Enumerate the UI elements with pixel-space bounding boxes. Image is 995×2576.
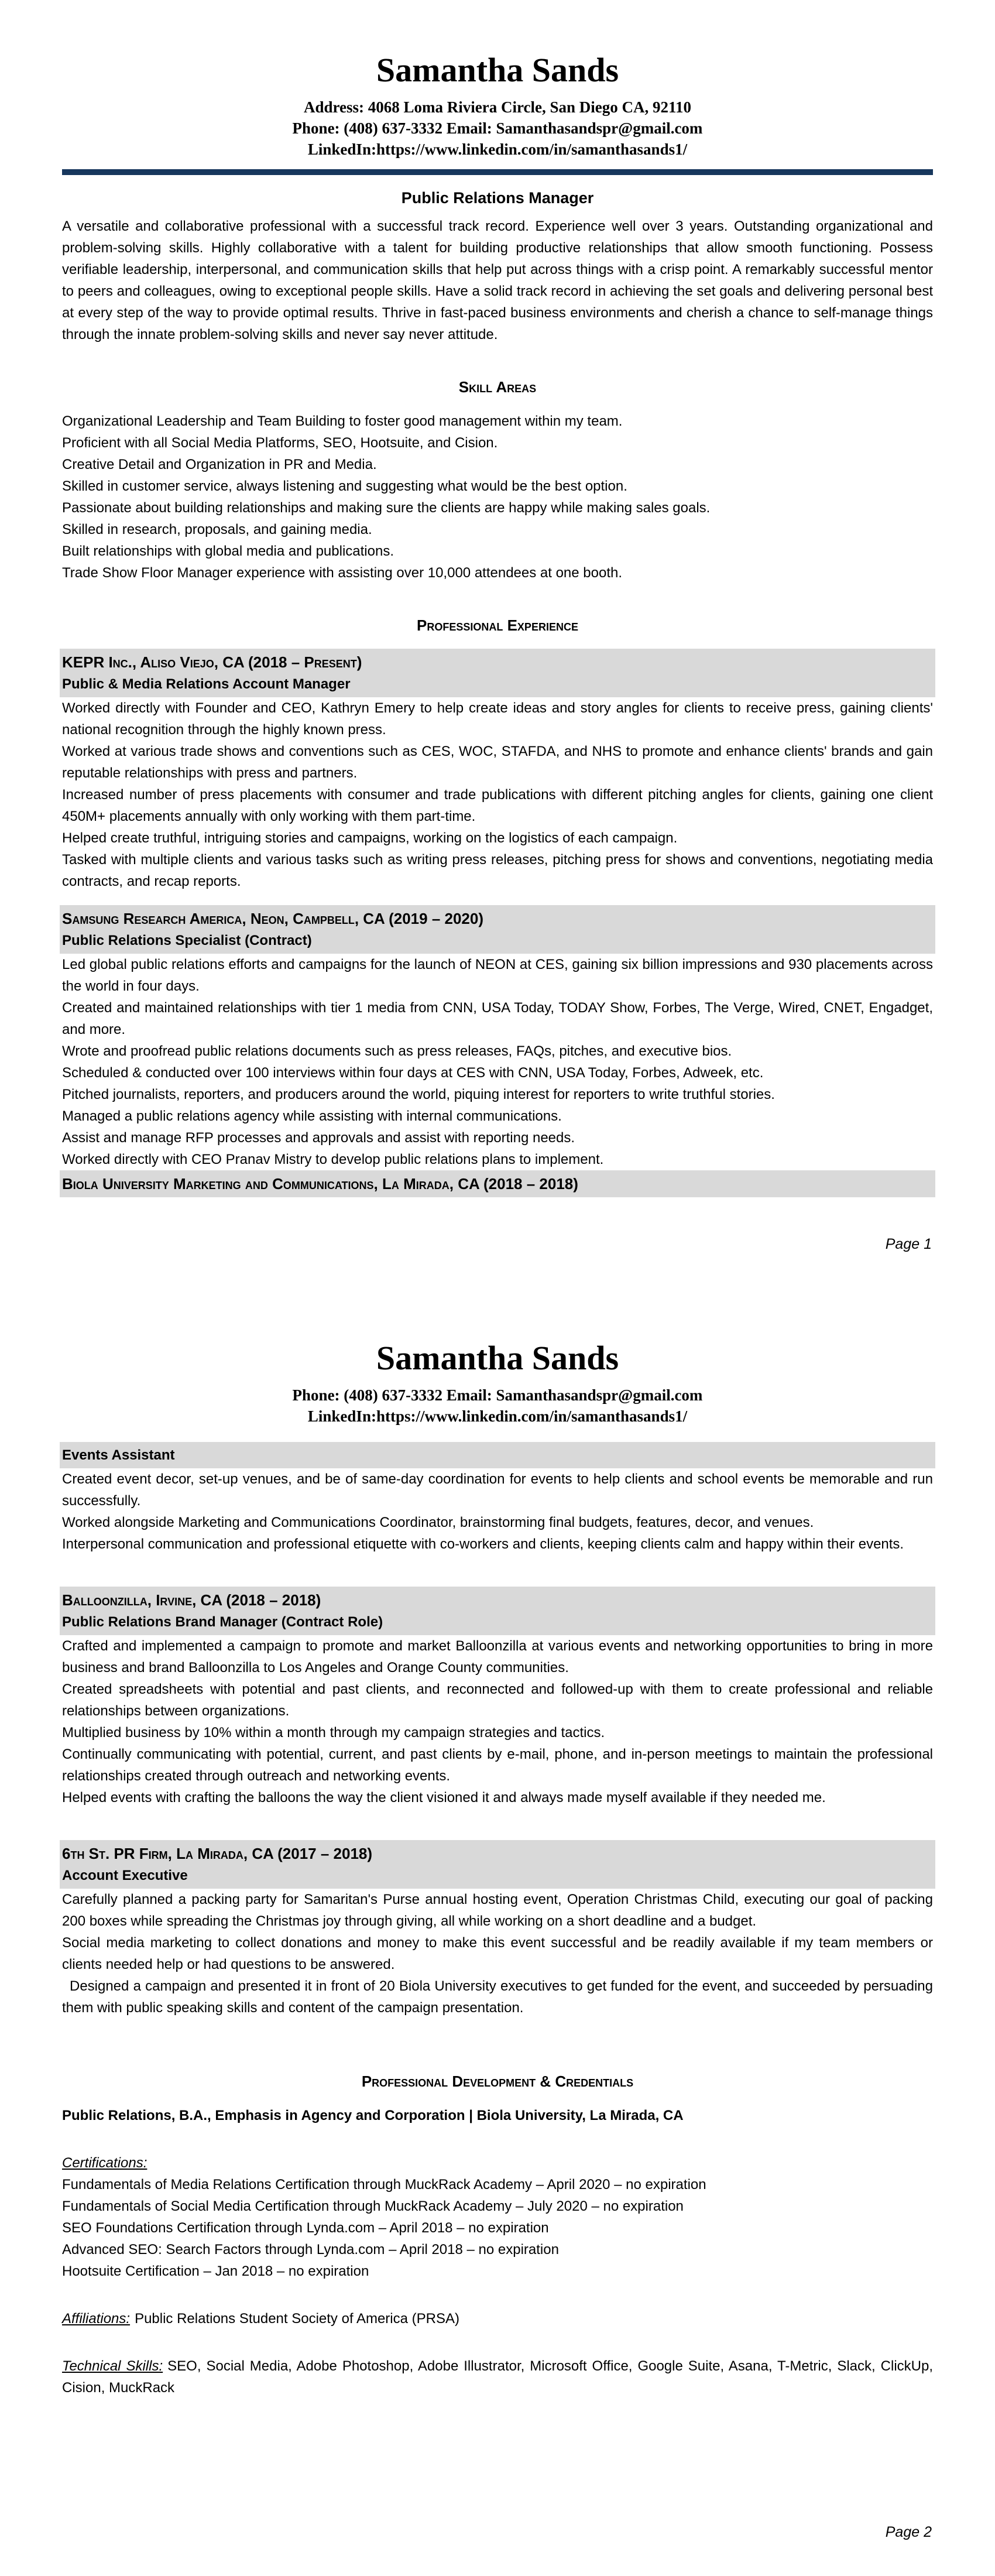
experience-bullet: Designed a campaign and presented it in front of 20 Biola University executives to get funded for the event, and succeeded by persuading them with public speaking skills and content of the campaign presentation.: [62, 1978, 933, 2016]
experience-bullet: Pitched journalists, reporters, and producers around the world, piquing interest for reporters to write truthful stories.: [62, 1086, 775, 1102]
job-title-heading: Public Relations Manager: [401, 189, 594, 207]
role-line: Public & Media Relations Account Manager: [62, 676, 351, 692]
experience-entry-balloonzilla: [62, 1587, 933, 1808]
experience-highlight-header: [60, 1840, 935, 1889]
experience-entry-biola: [62, 1170, 933, 1197]
section-heading-skill-areas: Skill Areas: [458, 378, 537, 396]
linkedin-line: LinkedIn:https://www.linkedin.com/in/samanthasands1/: [307, 140, 688, 158]
page2-header: [62, 1340, 933, 1427]
company-line: KEPR Inc., Aliso Viejo, CA (2018 – Present): [62, 653, 362, 671]
experience-bullet: Increased number of press placements with consumer and trade publications with different pitching angles for clients, gaining one client 450M+ placements annually with only working with them part-time.: [62, 786, 933, 824]
experience-bullet: Assist and manage RFP processes and approvals and assist with reporting needs.: [62, 1129, 575, 1146]
role-line: Public Relations Brand Manager (Contract Role): [62, 1614, 383, 1630]
section-heading-professional-experience: Professional Experience: [417, 616, 578, 634]
technical-skills-value: SEO, Social Media, Adobe Photoshop, Adobe Illustrator, Microsoft Office, Google Suite, Asana, T-Metric, Slack, ClickUp, Cision, MuckRack: [62, 2358, 933, 2396]
technical-skills-label-text: Technical Skills:: [62, 2358, 163, 2374]
experience-bullet: Helped events with crafting the balloons the way the client visioned it and always made myself available if they needed me.: [62, 1789, 826, 1806]
affiliations-line: [62, 2308, 933, 2330]
skill-item: Skilled in research, proposals, and gaining media.: [62, 521, 372, 537]
certification-item: Hootsuite Certification – Jan 2018 – no expiration: [62, 2263, 369, 2279]
skill-item: Passionate about building relationships and making sure the clients are happy while making sales goals.: [62, 499, 711, 516]
experience-highlight-header: [60, 1442, 935, 1468]
experience-bullet: Carefully planned a packing party for Samaritan's Purse annual hosting event, Operation Christmas Child, executing our goal of packing 200 boxes while spreading the Christmas joy through giving, all while working on a short deadline and a budget.: [62, 1891, 933, 1929]
candidate-name: Samantha Sands: [376, 1339, 619, 1377]
certification-item: Fundamentals of Social Media Certification through MuckRack Academy – July 2020 – no expiration: [62, 2198, 684, 2214]
certification-item: SEO Foundations Certification through Lynda.com – April 2018 – no expiration: [62, 2219, 549, 2236]
certifications-list: [62, 2174, 933, 2282]
experience-bullet: Worked at various trade shows and conventions such as CES, WOC, STAFDA, and NHS to promote and enhance clients' brands and gain reputable relationships with press and partners.: [62, 743, 933, 781]
section-heading-professional-development: Professional Development & Credentials: [361, 2072, 634, 2090]
header-divider-rule: [62, 169, 933, 175]
linkedin-line: LinkedIn:https://www.linkedin.com/in/samanthasands1/: [307, 1407, 688, 1425]
experience-bullet: Continually communicating with potential, current, and past clients by e-mail, phone, and in-person meetings to maintain the professional relationships created through outreach and networking events.: [62, 1746, 933, 1784]
certification-item: Advanced SEO: Search Factors through Lynda.com – April 2018 – no expiration: [62, 2241, 559, 2258]
page-number: Page 2: [885, 2524, 932, 2540]
role-line: Account Executive: [62, 1867, 188, 1883]
experience-bullet: Created and maintained relationships with tier 1 media from CNN, USA Today, TODAY Show, Forbes, The Verge, Wired, CNET, Engadget, and more.: [62, 999, 933, 1037]
company-line: Balloonzilla, Irvine, CA (2018 – 2018): [62, 1591, 321, 1609]
experience-entry-kepr: [62, 649, 933, 892]
experience-bullet: Multiplied business by 10% within a month through my campaign strategies and tactics.: [62, 1724, 605, 1741]
resume-page-2: [0, 1288, 995, 2576]
address-line: Address: 4068 Loma Riviera Circle, San Diego CA, 92110: [304, 98, 691, 116]
experience-bullet: Crafted and implemented a campaign to promote and market Balloonzilla at various events and networking opportunities to bring in more business and brand Balloonzilla to Los Angeles and Orange County communities.: [62, 1638, 933, 1676]
company-line: 6th St. PR Firm, La Mirada, CA (2017 – 2018): [62, 1844, 373, 1862]
page-number: Page 1: [885, 1236, 932, 1252]
phone-email-line: Phone: (408) 637-3332 Email: Samanthasandspr@gmail.com: [292, 1386, 703, 1404]
summary-paragraph: A versatile and collaborative professional with a successful track record. Experience well over 3 years. Outstanding organizational and problem-solving skills. Highly collaborative with a talent for building productive relationships that allow smooth functioning. Possess verifiable leadership, interpersonal, and communication skills that help put across things with a crisp point. A remarkably successful mentor to peers and colleagues, owing to exceptional people skills. Have a solid track record in achieving the set goals and delivering personal best at every step of the way to provide optimal results. Thrive in fast-paced business environments and cherish a chance to self-manage things through the innate problem-solving skills and never say never attitude.: [62, 218, 933, 342]
experience-bullet: Created spreadsheets with potential and past clients, and reconnected and followed-up with them to create professional and reliable relationships between organizations.: [62, 1681, 933, 1719]
skill-item: Built relationships with global media and publications.: [62, 543, 394, 559]
certifications-label-text: Certifications:: [62, 2154, 147, 2171]
role-line: Public Relations Specialist (Contract): [62, 932, 312, 948]
company-line: Biola University Marketing and Communications, La Mirada, CA (2018 – 2018): [62, 1174, 578, 1193]
degree-line: Public Relations, B.A., Emphasis in Agency and Corporation | Biola University, La Mirada, CA: [62, 2107, 684, 2123]
experience-highlight-header: [60, 1170, 935, 1197]
experience-entry-6th-st-pr-firm: [62, 1840, 933, 2019]
experience-bullet: Helped create truthful, intriguing stories and campaigns, working on the logistics of each campaign.: [62, 830, 678, 846]
experience-bullet: Worked directly with Founder and CEO, Kathryn Emery to help create ideas and story angles for clients to receive press, gaining clients' national recognition through the highly known press.: [62, 700, 933, 738]
skill-item: Trade Show Floor Manager experience with assisting over 10,000 attendees at one booth.: [62, 564, 623, 581]
company-line: Samsung Research America, Neon, Campbell, CA (2019 – 2020): [62, 909, 483, 927]
role-line: Events Assistant: [62, 1447, 175, 1463]
experience-bullet: Scheduled & conducted over 100 interviews within four days at CES with CNN, USA Today, Forbes, Adweek, etc.: [62, 1064, 764, 1081]
candidate-name: Samantha Sands: [376, 51, 619, 89]
skill-item: Skilled in customer service, always listening and suggesting what would be the best option.: [62, 478, 627, 494]
experience-bullet: Worked directly with CEO Pranav Mistry to develop public relations plans to implement.: [62, 1151, 604, 1167]
experience-bullet: Led global public relations efforts and campaigns for the launch of NEON at CES, gaining six billion impressions and 930 placements across the world in four days.: [62, 956, 933, 994]
experience-entry-samsung: [62, 905, 933, 1170]
affiliations-value: Public Relations Student Society of America (PRSA): [135, 2310, 459, 2327]
experience-highlight-header: [60, 649, 935, 697]
experience-highlight-header: [60, 905, 935, 954]
technical-skills-line: [62, 2355, 933, 2399]
skill-item: Creative Detail and Organization in PR and Media.: [62, 456, 377, 472]
experience-highlight-header: [60, 1587, 935, 1635]
phone-email-line: Phone: (408) 637-3332 Email: Samanthasandspr@gmail.com: [292, 119, 703, 137]
experience-entry-events-assistant: [62, 1442, 933, 1555]
experience-bullet: Managed a public relations agency while assisting with internal communications.: [62, 1108, 562, 1124]
experience-bullet: Wrote and proofread public relations documents such as press releases, FAQs, pitches, and executive bios.: [62, 1043, 732, 1059]
skill-item: Proficient with all Social Media Platforms, SEO, Hootsuite, and Cision.: [62, 434, 498, 451]
experience-bullet: Worked alongside Marketing and Communications Coordinator, brainstorming final budgets, features, decor, and venues.: [62, 1514, 814, 1530]
skill-areas-list: [62, 410, 933, 584]
experience-bullet: Social media marketing to collect donations and money to make this event successful and be readily available if my team members or clients needed help or had questions to be answered.: [62, 1934, 933, 1972]
experience-bullet: Interpersonal communication and professional etiquette with co-workers and clients, keeping clients calm and happy within their events.: [62, 1536, 904, 1552]
experience-bullet: Tasked with multiple clients and various tasks such as writing press releases, pitching press for shows and conventions, negotiating media contracts, and recap reports.: [62, 851, 933, 889]
certification-item: Fundamentals of Media Relations Certification through MuckRack Academy – April 2020 – no expiration: [62, 2176, 706, 2193]
skill-item: Organizational Leadership and Team Building to foster good management within my team.: [62, 413, 623, 429]
certifications-label: [62, 2152, 933, 2174]
page1-header: [62, 52, 933, 207]
affiliations-label-text: Affiliations:: [62, 2310, 131, 2327]
experience-bullet: Created event decor, set-up venues, and be of same-day coordination for events to help clients and school events be memorable and run successfully.: [62, 1471, 933, 1509]
